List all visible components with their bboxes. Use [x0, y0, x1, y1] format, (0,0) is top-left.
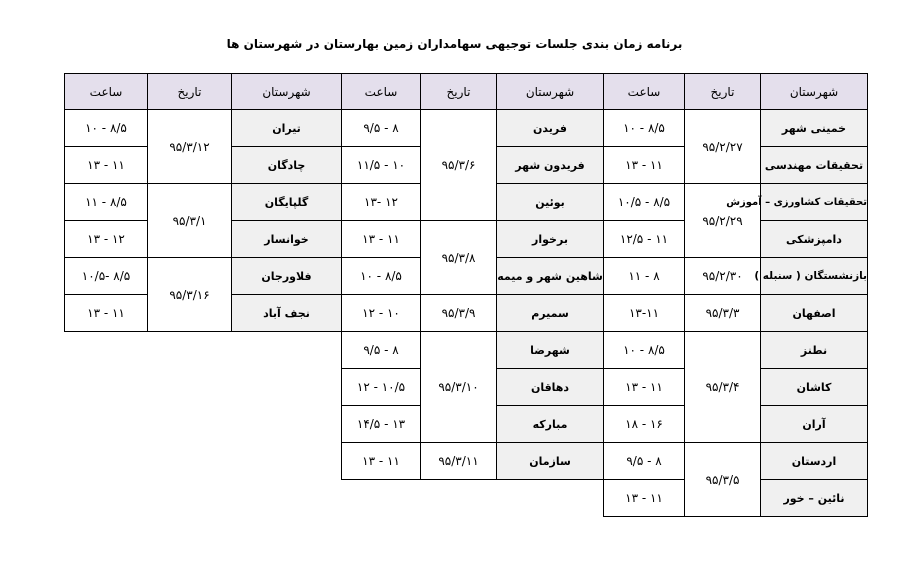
header-time: ساعت — [65, 74, 148, 110]
schedule-table-right — [603, 73, 868, 517]
table-row — [342, 443, 604, 480]
date-cell: ۹۵/۲/۲۹ — [685, 184, 761, 258]
header-row — [65, 74, 342, 110]
time-cell: ۱۱ - ۸ — [604, 258, 685, 295]
city-cell: تحقیقات کشاورزی – آموزش — [761, 184, 868, 221]
time-cell: ۱۳ - ۱۱ — [604, 147, 685, 184]
time-cell: ۱۰ - ۸/۵ — [342, 258, 421, 295]
city-cell: چادگان — [232, 147, 342, 184]
table-row — [65, 110, 342, 147]
date-cell: ۹۵/۳/۱۲ — [148, 110, 232, 184]
table-row — [604, 332, 868, 369]
time-cell: ۱۲ - ۱۰/۵ — [342, 369, 421, 406]
header-city: شهرستان — [497, 74, 604, 110]
time-cell: ۱۳ - ۱۱ — [65, 295, 148, 332]
page-title: برنامه زمان بندی جلسات توجیهی سهامداران زمین بهارستان در شهرستان ها — [226, 37, 683, 51]
schedule-table-middle — [341, 73, 604, 480]
time-cell: ۱۳ - ۱۱ — [65, 147, 148, 184]
time-cell: ۱۳ - ۱۱ — [342, 221, 421, 258]
time-cell: ۹/۵ - ۸ — [342, 332, 421, 369]
header-date: تاریخ — [421, 74, 497, 110]
city-cell: فریدن — [497, 110, 604, 147]
city-cell: نجف آباد — [232, 295, 342, 332]
city-cell: تیران — [232, 110, 342, 147]
header-time: ساعت — [342, 74, 421, 110]
header-date: تاریخ — [685, 74, 761, 110]
city-cell: شهرضا — [497, 332, 604, 369]
time-cell: ۹/۵ - ۸ — [342, 110, 421, 147]
table-row — [342, 110, 604, 147]
time-cell: ۱۲ - ۱۰ — [342, 295, 421, 332]
date-cell: ۹۵/۳/۵ — [685, 443, 761, 517]
city-cell: شاهین شهر و میمه — [497, 258, 604, 295]
table-row — [604, 295, 868, 332]
time-cell: ۱۰/۵ - ۸/۵ — [604, 184, 685, 221]
city-cell: گلپایگان — [232, 184, 342, 221]
city-cell: نائین – خور — [761, 480, 868, 517]
city-cell: اصفهان — [761, 295, 868, 332]
date-cell: ۹۵/۳/۳ — [685, 295, 761, 332]
header-city: شهرستان — [761, 74, 868, 110]
table-row — [342, 221, 604, 258]
city-cell: مبارکه — [497, 406, 604, 443]
time-cell: ۱۰ - ۸/۵ — [604, 110, 685, 147]
date-cell: ۹۵/۳/۹ — [421, 295, 497, 332]
city-cell: بازنشستگان ( سنبله ) — [761, 258, 868, 295]
city-cell: بوئین — [497, 184, 604, 221]
city-cell: سازمان — [497, 443, 604, 480]
date-cell: ۹۵/۳/۱ — [148, 184, 232, 258]
city-cell: فلاورجان — [232, 258, 342, 295]
time-cell: ۱۰/۵- ۸/۵ — [65, 258, 148, 295]
date-cell: ۹۵/۳/۱۱ — [421, 443, 497, 480]
time-cell: ۱۸ - ۱۶ — [604, 406, 685, 443]
city-cell: تحقیقات مهندسی — [761, 147, 868, 184]
time-cell: ۱۱/۵ - ۱۰ — [342, 147, 421, 184]
header-time: ساعت — [604, 74, 685, 110]
city-cell: نطنز — [761, 332, 868, 369]
time-cell: ۱۴/۵ - ۱۳ — [342, 406, 421, 443]
header-row — [604, 74, 868, 110]
city-cell: برخوار — [497, 221, 604, 258]
time-cell: ۱۰ - ۸/۵ — [65, 110, 148, 147]
time-cell: ۱۳ - ۱۱ — [604, 369, 685, 406]
time-cell: ۱۳ - ۱۱ — [342, 443, 421, 480]
date-cell: ۹۵/۳/۸ — [421, 221, 497, 295]
city-cell: سمیرم — [497, 295, 604, 332]
date-cell: ۹۵/۳/۶ — [421, 110, 497, 221]
header-date: تاریخ — [148, 74, 232, 110]
time-cell: ۱۱ - ۸/۵ — [65, 184, 148, 221]
table-row — [604, 184, 868, 221]
city-cell: خوانسار — [232, 221, 342, 258]
schedule-table-left — [64, 73, 342, 332]
time-cell: ۹/۵ - ۸ — [604, 443, 685, 480]
city-cell: اردستان — [761, 443, 868, 480]
time-cell: ۱۰ - ۸/۵ — [604, 332, 685, 369]
time-cell: ۱۳-۱۱ — [604, 295, 685, 332]
date-cell: ۹۵/۳/۱۰ — [421, 332, 497, 443]
date-cell: ۹۵/۲/۲۷ — [685, 110, 761, 184]
header-city: شهرستان — [232, 74, 342, 110]
city-cell: دامپزشکی — [761, 221, 868, 258]
table-row — [65, 184, 342, 221]
table-row — [604, 258, 868, 295]
city-cell: فریدون شهر — [497, 147, 604, 184]
header-row — [342, 74, 604, 110]
time-cell: ۱۳- ۱۲ — [342, 184, 421, 221]
time-cell: ۱۳ - ۱۱ — [604, 480, 685, 517]
table-row — [342, 295, 604, 332]
city-cell: خمینی شهر — [761, 110, 868, 147]
city-cell: آران — [761, 406, 868, 443]
time-cell: ۱۳ - ۱۲ — [65, 221, 148, 258]
table-row — [65, 258, 342, 295]
date-cell: ۹۵/۳/۱۶ — [148, 258, 232, 332]
city-cell: کاشان — [761, 369, 868, 406]
table-row — [342, 332, 604, 369]
date-cell: ۹۵/۳/۴ — [685, 332, 761, 443]
time-cell: ۱۲/۵ - ۱۱ — [604, 221, 685, 258]
table-row — [604, 110, 868, 147]
city-cell: دهاقان — [497, 369, 604, 406]
date-cell: ۹۵/۲/۳۰ — [685, 258, 761, 295]
table-row — [604, 443, 868, 480]
